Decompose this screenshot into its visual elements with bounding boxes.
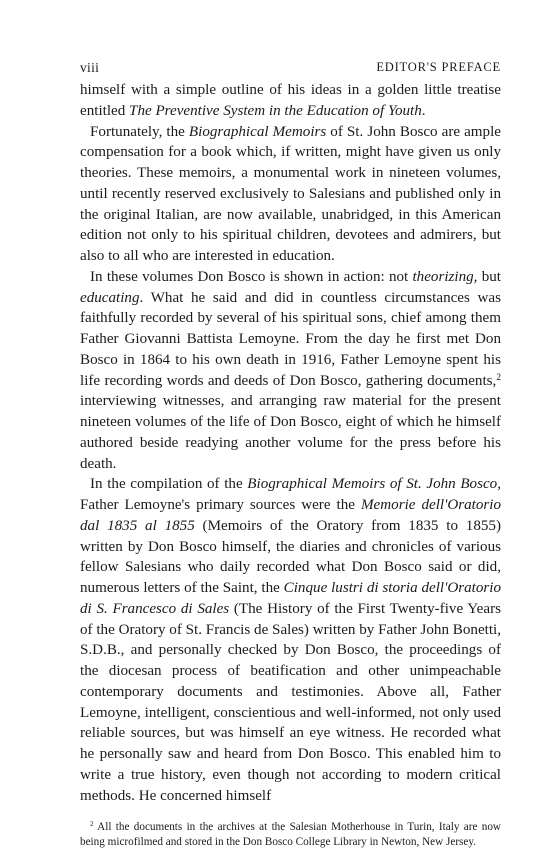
paragraph — [80, 474, 501, 806]
running-title: EDITOR'S PREFACE — [376, 60, 501, 74]
italic-text: The Preventive System in the Education of Youth — [129, 102, 422, 119]
text-run: Father Lemoyne's primary sources were the — [80, 497, 361, 513]
text-run: . — [421, 102, 426, 119]
italic-text: Memorie dell'Oratorio dal 1835 al 1855 — [80, 497, 502, 534]
page-number: viii — [80, 60, 100, 75]
text-run: Fortunately, the — [90, 123, 189, 140]
text-run: In the compilation of the — [90, 476, 248, 493]
text-run: (The History of the First Twenty-five Years of the Oratory of St. Francis de Sales) written by Father John Bonetti, S.D.B., and personally checked by Don Bosco, the proceedings of the diocesan process of beatification and other unimpeachable contemporary documents and testimonies. Above all, Father Lemoyne, intelligent, conscientious and well-informed, not only used reliable sources, but was himself an eye witness. He recorded what he personally saw and heard from Don Bosco. This enabled him to write a true history, even though not according to modern critical methods. He concerned himself — [80, 600, 501, 804]
text-run: In these volumes Don Bosco is shown in action: not — [90, 268, 413, 285]
text-run: himself with a simple outline of his ideas in a golden little treatise entitled — [80, 82, 501, 119]
italic-text: Biographical Memoirs of St. John Bosco, — [247, 476, 501, 493]
book-page — [80, 56, 501, 849]
italic-text: Biographical Memoirs — [188, 123, 327, 140]
body-text — [80, 80, 501, 806]
paragraph — [80, 122, 501, 267]
text-run: All the documents in the archives at the Salesian Motherhouse in Turin, Italy are now being microfilmed and stored in the Don Bosco College Library in Newton, New Jersey. — [80, 821, 501, 848]
italic-text: Cinque lustri di storia dell'Oratorio di S. Francesco di Sales — [80, 580, 501, 617]
footnote-marker: 2 — [90, 820, 94, 829]
paragraph — [80, 267, 501, 475]
running-head — [80, 56, 501, 78]
italic-text: theorizing, — [412, 268, 478, 285]
text-run: interviewing witnesses, and arranging raw material for the present nineteen volumes of the life of Don Bosco, eight of which he himself authored beside readying another volume for the press before his death. — [80, 393, 501, 472]
italic-text: educating — [80, 289, 140, 306]
text-run: of St. John Bosco are ample compensation for a book which, if written, might have given us only theories. These memoirs, a monumental work in nineteen volumes, until recently reserved exclusively to Salesians and published only in the original Italian, are now available, unabridged, in this American edition not only to his spiritual children, devotees and admirers, but also to all who are interested in education. — [80, 123, 501, 264]
footnote — [80, 820, 501, 849]
text-run: . What he said and did in countless circumstances was faithfully recorded by several of his spiritual sons, chief among them Father Giovanni Battista Lemoyne. From the day he first met Don Bosco in 1864 to his own death in 1916, Father Lemoyne spent his life recording words and deeds of Don Bosco, gathering documents, — [80, 289, 501, 389]
text-run: (Memoirs of the Oratory from 1835 to 1855) written by Don Bosco himself, the diaries and chronicles of various fellow Salesians who daily recorded what Don Bosco said or did, numerous letters of the Saint, the — [80, 517, 501, 596]
paragraph — [80, 80, 501, 122]
text-run: but — [477, 268, 501, 285]
footnotes — [80, 820, 501, 849]
footnote-marker: 2 — [496, 372, 501, 383]
